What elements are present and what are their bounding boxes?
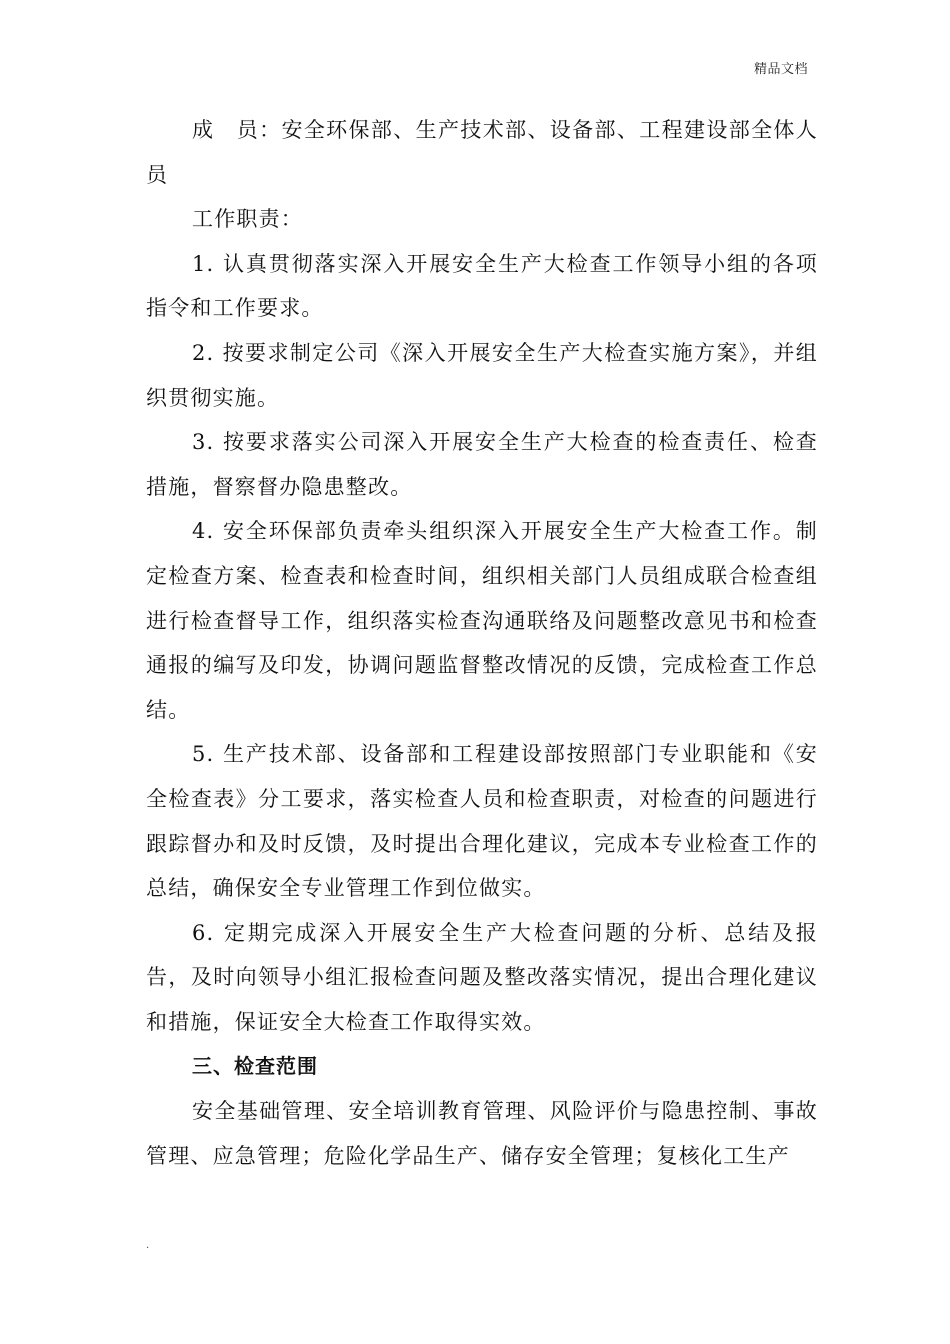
document-body (146, 108, 818, 1178)
footer-mark: . (146, 1240, 150, 1251)
duty-item-4: 4. 安全环保部负责牵头组织深入开展安全生产大检查工作。制定检查方案、检查表和检查时间，组织相关部门人员组成联合检查组进行检查督导工作，组织落实检查沟通联络及问题整改意见书和检查通报的编写及印发，协调问题监督整改情况的反馈，完成检查工作总结。 (146, 519, 818, 722)
duty-item-2: 2. 按要求制定公司《深入开展安全生产大检查实施方案》，并组织贯彻实施。 (146, 340, 818, 410)
page-header-label: 精品文档 (753, 62, 808, 77)
section-body: 安全基础管理、安全培训教育管理、风险评价与隐患控制、事故管理、应急管理；危险化学品生产、储存安全管理；复核化工生产 (146, 1099, 818, 1168)
duty-item-5: 5. 生产技术部、设备部和工程建设部按照部门专业职能和《安全检查表》分工要求，落实检查人员和检查职责，对检查的问题进行跟踪督办和及时反馈，及时提出合理化建议，完成本专业检查工作的总结，确保安全专业管理工作到位做实。 (146, 742, 818, 901)
duties-heading: 工作职责： (192, 207, 303, 232)
duty-item-1: 1. 认真贯彻落实深入开展安全生产大检查工作领导小组的各项指令和工作要求。 (146, 251, 818, 321)
members-paragraph: 成 员：安全环保部、生产技术部、设备部、工程建设部全体人员 (146, 118, 818, 187)
section-title: 三、检查范围 (192, 1054, 318, 1079)
duty-item-6: 6. 定期完成深入开展安全生产大检查问题的分析、总结及报告，及时向领导小组汇报检查问题及整改落实情况，提出合理化建议和措施，保证安全大检查工作取得实效。 (146, 920, 818, 1034)
duty-item-3: 3. 按要求落实公司深入开展安全生产大检查的检查责任、检查措施，督察督办隐患整改。 (146, 430, 818, 499)
